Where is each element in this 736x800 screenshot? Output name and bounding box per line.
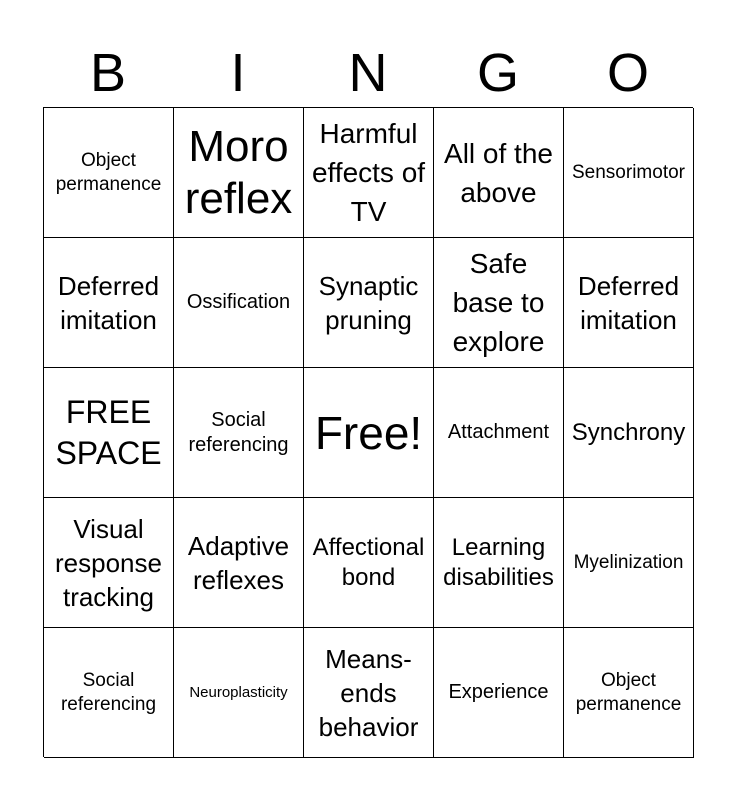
bingo-cell-r3-c2[interactable] (304, 498, 434, 628)
cell-text: Neuroplasticity (189, 683, 288, 701)
bingo-cell-r2-c2[interactable] (304, 368, 434, 498)
cell-text: Synchrony (571, 418, 686, 446)
bingo-cell-r2-c1[interactable] (174, 368, 304, 498)
cell-text: Affectional bond (312, 533, 425, 591)
bingo-cell-r0-c1[interactable] (174, 108, 304, 238)
bingo-cell-r1-c0[interactable] (44, 238, 174, 368)
cell-text: Deferred imitation (57, 270, 160, 335)
cell-text: Myelinization (573, 551, 684, 573)
bingo-cell-r0-c4[interactable] (564, 108, 694, 238)
cell-text: Object permanence (55, 149, 162, 195)
cell-text: Safe base to explore (452, 248, 545, 357)
cell-text: Sensorimotor (572, 161, 685, 183)
header-letter-b: B (89, 43, 127, 103)
cell-text: Social referencing (188, 408, 289, 456)
bingo-cell-r2-c3[interactable] (434, 368, 564, 498)
bingo-cell-r0-c0[interactable] (44, 108, 174, 238)
cell-text: FREE SPACE (55, 393, 162, 471)
cell-text: Moro reflex (184, 121, 293, 223)
cell-text: Experience (448, 681, 549, 703)
cell-text: Attachment (447, 421, 550, 443)
bingo-cell-r4-c4[interactable] (564, 628, 694, 758)
cell-text: All of the above (444, 137, 553, 208)
bingo-cell-r3-c0[interactable] (44, 498, 174, 628)
header-letter-i: I (230, 43, 246, 103)
bingo-cell-r1-c1[interactable] (174, 238, 304, 368)
cell-text: Harmful effects of TV (311, 118, 426, 227)
cell-text: Object permanence (575, 669, 682, 715)
bingo-cell-r3-c3[interactable] (434, 498, 564, 628)
cell-text: Visual response tracking (55, 513, 162, 612)
bingo-cell-r4-c1[interactable] (174, 628, 304, 758)
bingo-header (43, 38, 693, 108)
bingo-cell-r2-c4[interactable] (564, 368, 694, 498)
cell-text: Deferred imitation (577, 270, 680, 335)
cell-text: Means-ends behavior (318, 643, 419, 742)
bingo-cell-r2-c0[interactable] (44, 368, 174, 498)
bingo-cell-r4-c2[interactable] (304, 628, 434, 758)
bingo-cell-r4-c3[interactable] (434, 628, 564, 758)
bingo-cell-r0-c2[interactable] (304, 108, 434, 238)
bingo-card-grid (43, 107, 693, 757)
cell-text: Ossification (186, 291, 291, 313)
bingo-cell-r1-c2[interactable] (304, 238, 434, 368)
cell-text: Free! (314, 406, 423, 459)
cell-text: Social referencing (60, 669, 157, 715)
cell-text: Adaptive reflexes (187, 530, 290, 595)
bingo-cell-r3-c1[interactable] (174, 498, 304, 628)
bingo-cell-r1-c3[interactable] (434, 238, 564, 368)
header-letter-n: N (348, 43, 388, 103)
bingo-cell-r1-c4[interactable] (564, 238, 694, 368)
bingo-cell-r3-c4[interactable] (564, 498, 694, 628)
header-letter-g: G (476, 43, 519, 103)
bingo-cell-r0-c3[interactable] (434, 108, 564, 238)
bingo-cell-r4-c0[interactable] (44, 628, 174, 758)
cell-text: Synaptic pruning (318, 270, 419, 335)
cell-text: Learning disabilities (443, 533, 554, 591)
header-letter-o: O (606, 43, 649, 103)
